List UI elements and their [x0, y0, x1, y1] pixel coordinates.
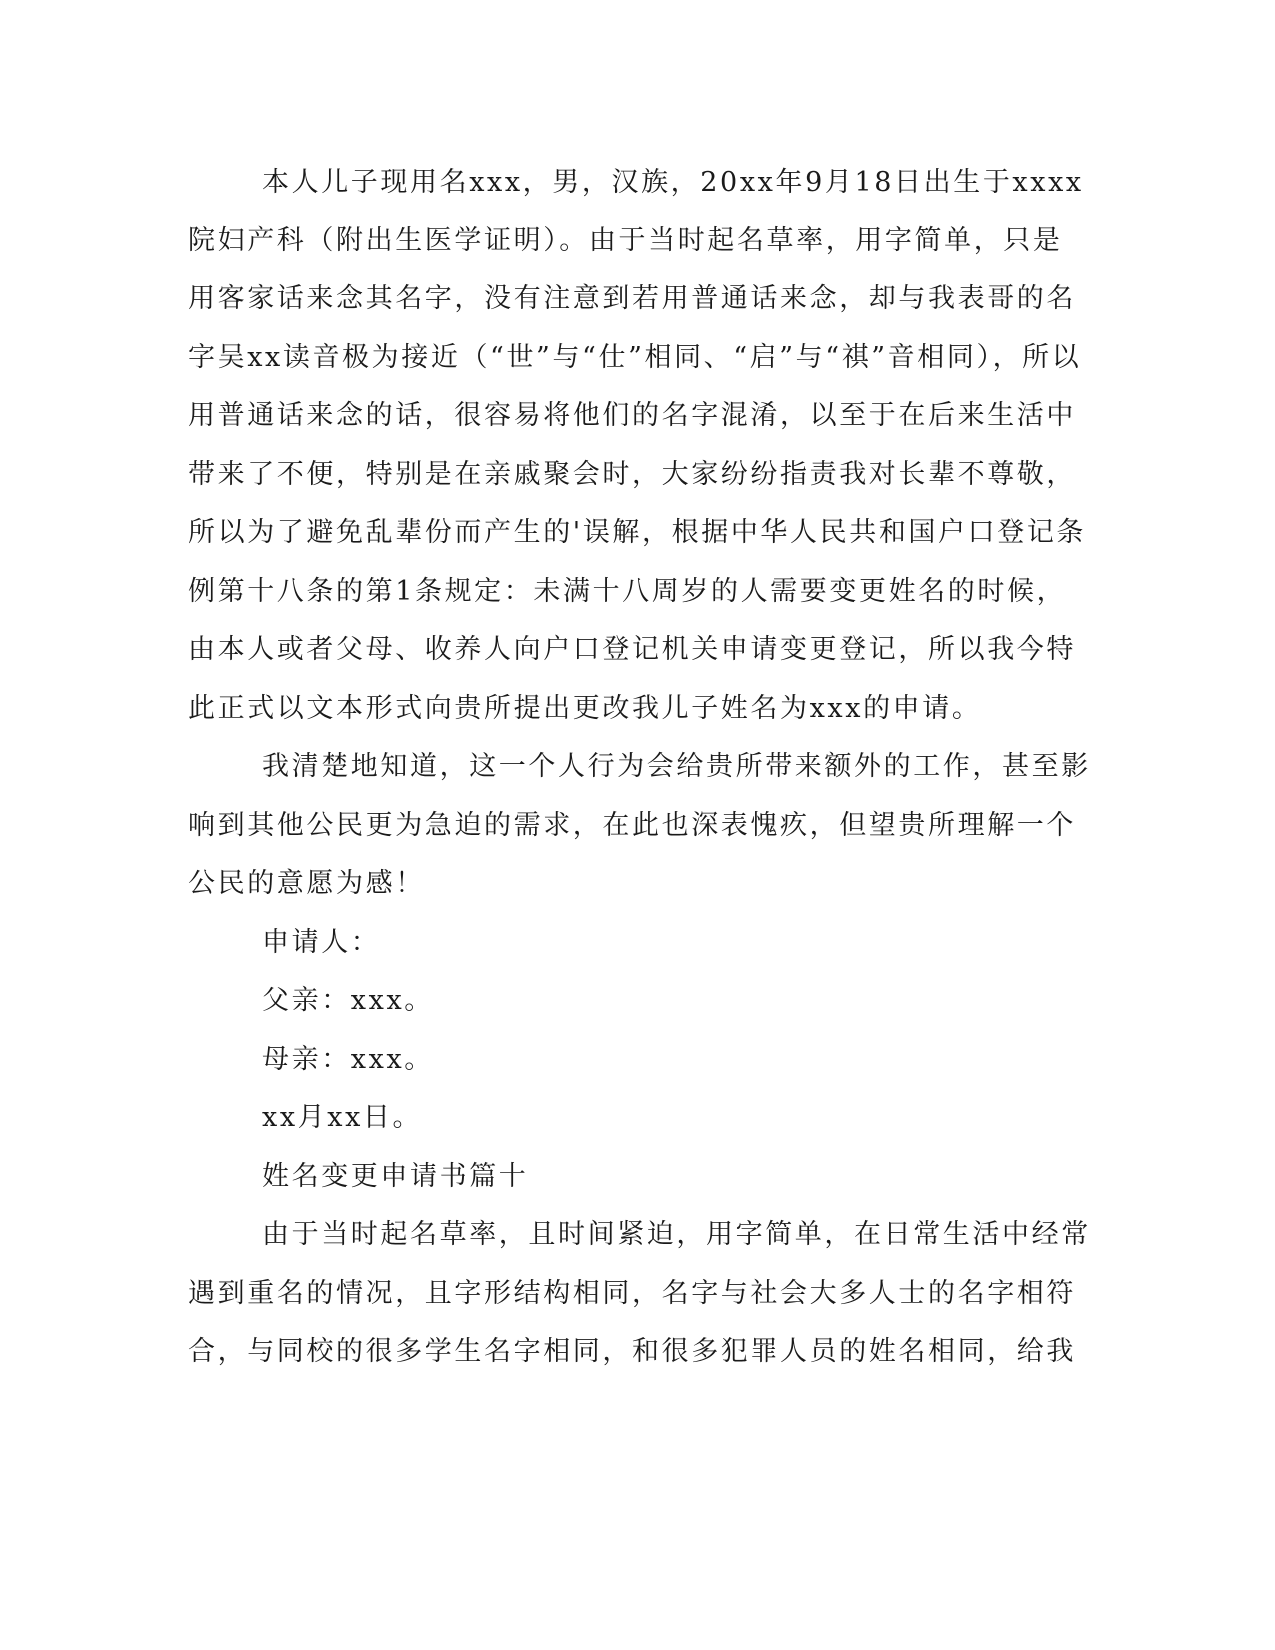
signature-date: xx月xx日。	[262, 1102, 423, 1133]
paragraph-3-line-1: 由于当时起名草率，且时间紧迫，用字简单，在日常生活中经常	[262, 1219, 1091, 1250]
paragraph-1-line-7: 所以为了避免乱辈份而产生的'误解，根据中华人民共和国户口登记条	[188, 517, 1087, 548]
paragraph-2-line-1: 我清楚地知道，这一个人行为会给贵所带来额外的工作，甚至影	[262, 751, 1091, 782]
paragraph-1-line-10: 此正式以文本形式向贵所提出更改我儿子姓名为xxx的申请。	[188, 693, 982, 724]
mother-name: 母亲：xxx。	[262, 1044, 434, 1075]
paragraph-2-line-3: 公民的意愿为感！	[188, 868, 425, 899]
father-name: 父亲：xxx。	[262, 985, 434, 1016]
paragraph-1-line-5: 用普通话来念的话，很容易将他们的名字混淆，以至于在后来生活中	[188, 400, 1076, 431]
paragraph-1-line-2: 院妇产科（附出生医学证明）。由于当时起名草率，用字简单，只是	[188, 225, 1063, 256]
paragraph-1-line-3: 用客家话来念其名字，没有注意到若用普通话来念，却与我表哥的名	[188, 283, 1076, 314]
paragraph-3-line-2: 遇到重名的情况，且字形结构相同，名字与社会大多人士的名字相符	[188, 1278, 1076, 1309]
paragraph-3-line-3: 合，与同校的很多学生名字相同，和很多犯罪人员的姓名相同，给我	[188, 1336, 1076, 1367]
paragraph-1-line-9: 由本人或者父母、收养人向户口登记机关申请变更登记，所以我今特	[188, 634, 1076, 665]
paragraph-1-line-4: 字吴xx读音极为接近（“世”与“仕”相同、“启”与“祺”音相同），所以	[188, 342, 1082, 373]
section-title: 姓名变更申请书篇十	[262, 1161, 529, 1192]
paragraph-1-line-6: 带来了不便，特别是在亲戚聚会时，大家纷纷指责我对长辈不尊敬，	[188, 459, 1076, 490]
applicant-label: 申请人：	[262, 927, 381, 958]
paragraph-1-line-8: 例第十八条的第1条规定：未满十八周岁的人需要变更姓名的时候，	[188, 576, 1067, 607]
paragraph-2-line-2: 响到其他公民更为急迫的需求，在此也深表愧疚，但望贵所理解一个	[188, 810, 1076, 841]
paragraph-1-line-1: 本人儿子现用名xxx，男，汉族，20xx年9月18日出生于xxxx	[262, 167, 1084, 198]
